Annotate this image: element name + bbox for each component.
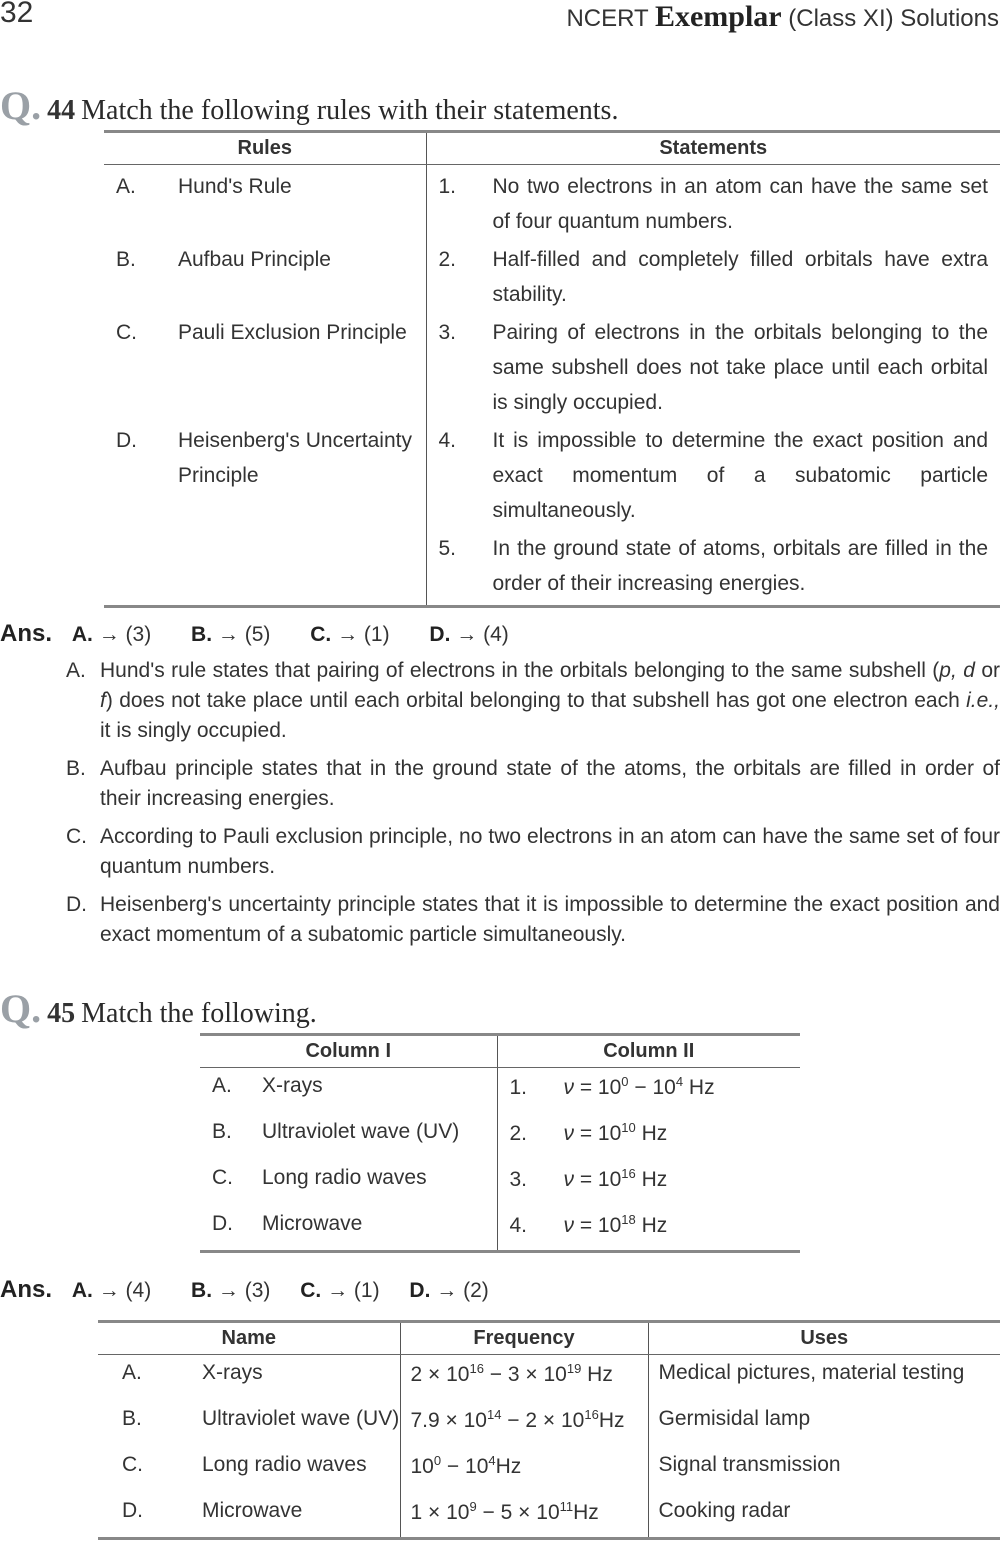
question-45-heading bbox=[0, 985, 317, 1032]
table-row: B. Ultraviolet wave (UV) 2. $\nu = 10^{10}$ Hz bbox=[200, 1114, 800, 1160]
table-row: A. X-rays $2 \times 10^{16} - 3 \times 10^{19}$ Hz Medical pictures, material testing bbox=[98, 1355, 1000, 1401]
col-header-column-2: Column II bbox=[497, 1035, 800, 1068]
statements-list bbox=[427, 169, 1001, 601]
page-number: 32 bbox=[0, 0, 34, 29]
rule-item: D. Heisenberg's Uncertainty Principle bbox=[116, 429, 412, 487]
answer-pair: D. → (2) bbox=[409, 1279, 489, 1302]
col-header-name: Name bbox=[98, 1322, 400, 1355]
table-row: D. Microwave 4. $\nu = 10^{18}$ Hz bbox=[200, 1206, 800, 1252]
answer-label: Ans. bbox=[0, 620, 53, 647]
q45-answer-line bbox=[0, 1276, 523, 1304]
statement-item: 2. Half-filled and completely filled orbitals have extra stability. bbox=[438, 248, 988, 306]
answer-pair: C. → (1) bbox=[310, 623, 390, 646]
statement-item: 5. In the ground state of atoms, orbitals are filled in the order of their increasing energies. bbox=[438, 537, 988, 595]
table-row: C. Long radio waves 3. $\nu = 10^{16}$ Hz bbox=[200, 1160, 800, 1206]
explanation-item: C. According to Pauli exclusion principle, no two electrons in an atom can have the same set of four quantum numbers. bbox=[66, 825, 1000, 878]
question-44-heading bbox=[0, 82, 618, 129]
statement-item: 1. No two electrons in an atom can have the same set of four quantum numbers. bbox=[438, 175, 988, 233]
explanation-item: D. Heisenberg's uncertainty principle states that it is impossible to determine the exact position and exact momentum of a subatomic particle simultaneously. bbox=[66, 893, 1000, 946]
explanation-item: A. Hund's rule states that pairing of electrons in the orbitals belonging to the same subshell (p, d or f) does not take place until each orbital belonging to that subshell has got one electron each i.e., it is singly occupied. bbox=[66, 659, 1000, 742]
table-row: C. Long radio waves $10^0 - 10^4Hz$ Signal transmission bbox=[98, 1447, 1000, 1493]
table-row: D. Microwave $1 \times 10^9 - 5 \times 10^{11}Hz$ Cooking radar bbox=[98, 1493, 1000, 1539]
question-number: 44 bbox=[47, 95, 76, 126]
rule-item: C. Pauli Exclusion Principle bbox=[116, 321, 407, 344]
question-text: Match the following rules with their statements. bbox=[81, 95, 619, 126]
book-bold: Exemplar bbox=[654, 0, 782, 33]
rules-list bbox=[104, 169, 426, 493]
book-suffix: (Class XI) Solutions bbox=[781, 5, 999, 32]
col-header-rules: Rules bbox=[104, 132, 426, 165]
answer-pair: A. → (4) bbox=[71, 1279, 152, 1302]
rule-item: B. Aufbau Principle bbox=[116, 248, 331, 271]
answer-pair: A. → (3) bbox=[71, 623, 152, 646]
answer-pair: B. → (5) bbox=[191, 623, 271, 646]
q44-answer-line bbox=[0, 620, 543, 648]
statement-item: 4. It is impossible to determine the exact position and exact momentum of a subatomic particle simultaneously. bbox=[438, 429, 988, 522]
table-row: A. X-rays 1. $\nu = 10^0 - 10^4$ Hz bbox=[200, 1068, 800, 1114]
answer-pair: B. → (3) bbox=[191, 1279, 271, 1302]
answer-pair: C. → (1) bbox=[300, 1279, 380, 1302]
q44-explanations bbox=[66, 656, 1000, 958]
answer-pair: D. → (4) bbox=[429, 623, 509, 646]
rule-item: A. Hund's Rule bbox=[116, 175, 292, 198]
answer-label: Ans. bbox=[0, 1276, 53, 1303]
question-mark: Q. bbox=[0, 986, 42, 1031]
table-row: B. Ultraviolet wave (UV) $7.9 \times 10^{14} - 2 \times 10^{16}Hz$ Germisidal lamp bbox=[98, 1401, 1000, 1447]
statement-item: 3. Pairing of electrons in the orbitals belonging to the same subshell does not take place until each orbital is singly occupied. bbox=[438, 321, 988, 414]
running-header bbox=[566, 0, 999, 34]
book-prefix: NCERT bbox=[566, 5, 655, 32]
question-mark: Q. bbox=[0, 83, 42, 128]
col-header-uses: Uses bbox=[648, 1322, 1000, 1355]
q45-table bbox=[200, 1033, 800, 1253]
question-text: Match the following. bbox=[81, 998, 317, 1029]
q44-table bbox=[104, 130, 1000, 608]
question-number: 45 bbox=[47, 998, 76, 1029]
q45-uses-table bbox=[98, 1320, 1000, 1540]
col-header-column-1: Column I bbox=[200, 1035, 497, 1068]
explanation-item: B. Aufbau principle states that in the ground state of the atoms, the orbitals are filled in order of their increasing energies. bbox=[66, 757, 1000, 810]
col-header-statements: Statements bbox=[426, 132, 1000, 165]
col-header-frequency: Frequency bbox=[400, 1322, 648, 1355]
